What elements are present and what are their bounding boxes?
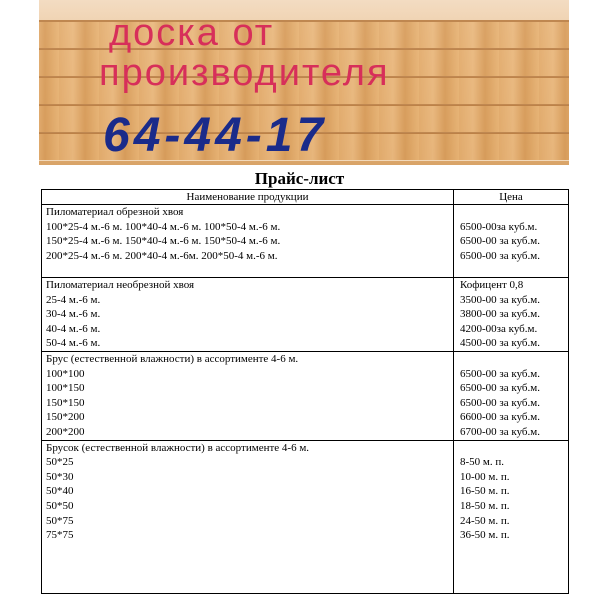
banner-image xyxy=(39,0,569,165)
product-price: 4500-00 за куб.м. xyxy=(460,337,540,350)
product-price: 6500-00 за куб.м. xyxy=(460,396,540,409)
product-price: 36-50 м. п. xyxy=(460,529,510,542)
product-price: 8-50 м. п. xyxy=(460,456,505,469)
product-price: 3800-00 за куб.м. xyxy=(460,308,540,321)
product-name: 100*100 xyxy=(46,367,85,380)
product-price: 10-00 м. п. xyxy=(460,470,510,483)
section-heading: Пиломатериал необрезной хвоя xyxy=(46,279,195,291)
product-price: 6500-00 за куб.м. xyxy=(460,249,540,262)
section-price-heading xyxy=(460,441,564,456)
product-name: 50*25 xyxy=(46,456,74,469)
section-heading: Брусок (естественной влажности) в ассортименте 4-6 м. xyxy=(46,441,310,454)
column-header-name: Наименование продукции xyxy=(42,190,454,205)
product-name: 50*50 xyxy=(46,499,74,512)
product-price: 6500-00за куб.м. xyxy=(460,220,538,233)
product-price: 6500-00 за куб.м. xyxy=(460,382,540,395)
table-section-row xyxy=(42,278,569,352)
product-name: 40-4 м.-6 м. xyxy=(46,322,101,335)
page-title: Прайс-лист xyxy=(254,169,345,188)
section-price-heading xyxy=(460,205,564,220)
table-section-row xyxy=(42,351,569,440)
section-name-cell xyxy=(42,205,454,278)
section-price-heading: Кофицент 0,8 xyxy=(460,279,524,291)
section-name-cell xyxy=(42,351,454,440)
product-name: 200*200 xyxy=(46,425,85,438)
product-price: 16-50 м. п. xyxy=(460,485,510,498)
product-price: 6700-00 за куб.м. xyxy=(460,425,540,438)
product-price: 3500-00 за куб.м. xyxy=(460,293,540,306)
banner-headline: доска от xyxy=(109,12,275,54)
section-price-heading xyxy=(460,352,564,367)
banner-phone-number: 64-44-17 xyxy=(103,109,328,162)
section-name-cell xyxy=(42,440,454,593)
product-name: 30-4 м.-6 м. xyxy=(46,308,101,321)
section-price-cell xyxy=(454,205,569,278)
product-name: 100*150 xyxy=(46,382,85,395)
product-name: 50*75 xyxy=(46,514,74,527)
product-name: 150*200 xyxy=(46,411,85,424)
price-table xyxy=(41,189,569,594)
product-name: 150*150 xyxy=(46,396,85,409)
banner-subheadline: производителя xyxy=(99,52,390,94)
product-name: 50*40 xyxy=(46,485,74,498)
product-price: 6500-00 за куб.м. xyxy=(460,367,540,380)
product-name: 200*25-4 м.-6 м. 200*40-4 м.-6м. 200*50-4 м.-6 м. xyxy=(46,249,278,262)
table-section-row xyxy=(42,205,569,278)
section-name-cell xyxy=(42,278,454,352)
section-heading: Пиломатериал обрезной хвоя xyxy=(46,206,184,218)
column-header-price: Цена xyxy=(454,190,569,205)
product-name: 25-4 м.-6 м. xyxy=(46,293,101,306)
table-body xyxy=(42,205,569,594)
product-price: 6500-00 за куб.м. xyxy=(460,235,540,248)
product-price: 24-50 м. п. xyxy=(460,514,510,527)
product-price: 4200-00за куб.м. xyxy=(460,322,538,335)
section-heading: Брус (естественной влажности) в ассортименте 4-6 м. xyxy=(46,352,299,365)
section-price-cell xyxy=(454,351,569,440)
product-name: 75*75 xyxy=(46,529,74,542)
product-price: 6600-00 за куб.м. xyxy=(460,411,540,424)
product-name: 50*30 xyxy=(46,470,74,483)
product-name: 50-4 м.-6 м. xyxy=(46,337,101,350)
table-section-row xyxy=(42,440,569,593)
product-name: 100*25-4 м.-6 м. 100*40-4 м.-6 м. 100*50-4 м.-6 м. xyxy=(46,220,281,233)
product-name: 150*25-4 м.-6 м. 150*40-4 м.-6 м. 150*50-4 м.-6 м. xyxy=(46,235,281,248)
product-price: 18-50 м. п. xyxy=(460,499,510,512)
section-price-cell xyxy=(454,278,569,352)
table-header-row xyxy=(42,190,569,205)
section-price-cell xyxy=(454,440,569,593)
